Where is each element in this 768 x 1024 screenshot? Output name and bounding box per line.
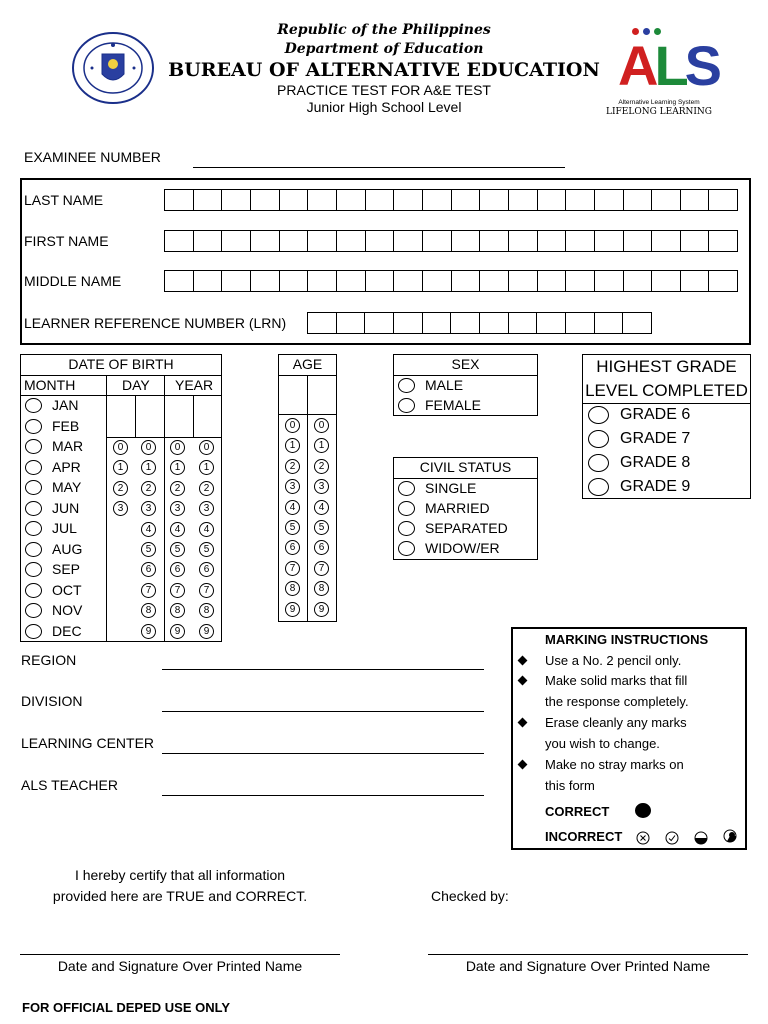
char-cell[interactable]	[423, 313, 452, 333]
digit-bubble[interactable]: 7	[285, 561, 300, 576]
als-caption: Alternative Learning System	[618, 99, 700, 106]
grade-6-bubble[interactable]	[588, 406, 609, 424]
digit-bubble[interactable]: 8	[170, 603, 185, 618]
age-title: AGE	[292, 356, 323, 372]
age-col-divider	[307, 375, 308, 622]
char-cell[interactable]	[365, 313, 394, 333]
grade-6-label: GRADE 6	[620, 406, 691, 423]
month-header: MONTH	[24, 377, 76, 393]
char-cell[interactable]	[194, 231, 223, 251]
char-cell[interactable]	[280, 231, 309, 251]
digit-bubble[interactable]: 0	[285, 418, 300, 433]
char-cell[interactable]	[165, 231, 194, 251]
digit-bubble[interactable]: 7	[170, 583, 185, 598]
char-cell[interactable]	[624, 271, 653, 291]
instruction-2a: Make solid marks that fill	[545, 673, 688, 688]
digit-bubble[interactable]: 4	[314, 500, 329, 515]
char-cell[interactable]	[308, 190, 337, 210]
char-cell[interactable]	[566, 271, 595, 291]
instruction-1: Use a No. 2 pencil only.	[545, 653, 682, 668]
char-cell[interactable]	[394, 190, 423, 210]
grade-title-line1: HIGHEST GRADE	[596, 357, 737, 376]
char-cell[interactable]	[423, 231, 452, 251]
char-cell[interactable]	[509, 190, 538, 210]
char-cell[interactable]	[624, 190, 653, 210]
grade-9-bubble[interactable]	[588, 478, 609, 496]
char-cell[interactable]	[681, 271, 710, 291]
digit-bubble[interactable]: 9	[314, 602, 329, 617]
char-cell[interactable]	[595, 231, 624, 251]
learning-center-line[interactable]	[162, 753, 484, 754]
bureau-title: BUREAU OF ALTERNATIVE EDUCATION	[168, 59, 600, 81]
digit-bubble[interactable]: 1	[285, 438, 300, 453]
digit-bubble[interactable]: 6	[199, 562, 214, 577]
char-cell[interactable]	[480, 190, 509, 210]
checked-by-label: Checked by:	[431, 888, 509, 904]
digit-bubble[interactable]: 6	[285, 540, 300, 555]
month-bubble[interactable]	[25, 501, 42, 516]
digit-bubble[interactable]: 3	[141, 501, 156, 516]
marking-title: MARKING INSTRUCTIONS	[545, 632, 709, 647]
char-cell[interactable]	[337, 190, 366, 210]
digit-bubble[interactable]: 2	[113, 481, 128, 496]
char-cell[interactable]	[480, 271, 509, 291]
separated-label: SEPARATED	[425, 520, 508, 536]
digit-bubble[interactable]: 7	[141, 583, 156, 598]
month-label: DEC	[52, 622, 82, 639]
incorrect-partial-fill-icon	[723, 829, 737, 848]
digit-bubble[interactable]: 7	[199, 583, 214, 598]
single-label: SINGLE	[425, 480, 477, 496]
char-cell[interactable]	[165, 271, 194, 291]
char-cell[interactable]	[681, 231, 710, 251]
digit-bubble[interactable]: 9	[141, 624, 156, 639]
digit-bubble[interactable]: 2	[141, 481, 156, 496]
char-cell[interactable]	[566, 190, 595, 210]
incorrect-half-fill-icon	[694, 831, 708, 850]
char-cell[interactable]	[394, 231, 423, 251]
char-cell[interactable]	[337, 313, 366, 333]
char-cell[interactable]	[509, 271, 538, 291]
month-bubble[interactable]	[25, 439, 42, 454]
sex-title: SEX	[451, 356, 480, 372]
char-cell[interactable]	[394, 271, 423, 291]
char-cell[interactable]	[624, 231, 653, 251]
char-cell[interactable]	[222, 231, 251, 251]
dob-divider	[20, 375, 222, 376]
char-cell[interactable]	[308, 313, 337, 333]
instruction-2b: the response completely.	[545, 694, 689, 709]
married-bubble[interactable]	[398, 501, 415, 516]
digit-bubble[interactable]: 4	[170, 522, 185, 537]
month-bubble[interactable]	[25, 460, 42, 475]
grade-8-bubble[interactable]	[588, 454, 609, 472]
male-bubble[interactable]	[398, 378, 415, 393]
digit-bubble[interactable]: 8	[141, 603, 156, 618]
dob-cells-bottom	[106, 437, 222, 438]
digit-bubble[interactable]: 3	[170, 501, 185, 516]
digit-bubble[interactable]: 9	[170, 624, 185, 639]
grade-7-label: GRADE 7	[620, 430, 691, 447]
char-cell[interactable]	[595, 271, 624, 291]
instruction-3b: you wish to change.	[545, 736, 660, 751]
char-cell[interactable]	[251, 231, 280, 251]
female-label: FEMALE	[425, 397, 482, 413]
instruction-3a: Erase cleanly any marks	[545, 715, 687, 730]
char-cell[interactable]	[538, 231, 567, 251]
month-bubble[interactable]	[25, 562, 42, 577]
month-bubble[interactable]	[25, 603, 42, 618]
instruction-4a: Make no stray marks on	[545, 757, 684, 772]
char-cell[interactable]	[566, 313, 595, 333]
char-cell[interactable]	[366, 190, 395, 210]
middle-name-label: MIDDLE NAME	[24, 273, 122, 289]
last-name-label: LAST NAME	[24, 192, 104, 208]
digit-bubble[interactable]: 7	[314, 561, 329, 576]
char-cell[interactable]	[509, 231, 538, 251]
digit-bubble[interactable]: 8	[285, 581, 300, 596]
digit-bubble[interactable]: 2	[285, 459, 300, 474]
char-cell[interactable]	[337, 271, 366, 291]
certify-line-2: provided here are TRUE and CORRECT.	[52, 888, 308, 904]
digit-bubble[interactable]: 0	[199, 440, 214, 455]
char-cell[interactable]	[423, 271, 452, 291]
civil-status-title: CIVIL STATUS	[419, 459, 512, 475]
month-label: JAN	[52, 397, 79, 413]
dob-block	[20, 354, 222, 642]
char-cell[interactable]	[652, 231, 681, 251]
lrn-label: LEARNER REFERENCE NUMBER (LRN)	[24, 315, 287, 331]
test-title: PRACTICE TEST FOR A&E TEST	[277, 82, 491, 98]
level-text: Junior High School Level	[306, 99, 462, 115]
char-cell[interactable]	[423, 190, 452, 210]
char-cell[interactable]	[709, 271, 737, 291]
digit-bubble[interactable]: 4	[141, 522, 156, 537]
signature-line-right[interactable]	[428, 954, 748, 955]
digit-bubble[interactable]: 5	[314, 520, 329, 535]
grade-9-label: GRADE 9	[620, 478, 691, 495]
digit-bubble[interactable]: 6	[141, 562, 156, 577]
first-name-cells[interactable]	[164, 230, 738, 252]
learning-center-label: LEARNING CENTER	[21, 735, 155, 751]
digit-bubble[interactable]: 6	[314, 540, 329, 555]
month-day-divider	[106, 375, 107, 642]
incorrect-x-mark-icon	[636, 831, 650, 850]
month-label: MAR	[52, 438, 84, 454]
char-cell[interactable]	[509, 313, 538, 333]
als-letters: ALS	[618, 34, 719, 97]
char-cell[interactable]	[308, 271, 337, 291]
digit-bubble[interactable]: 5	[285, 520, 300, 535]
month-label: FEB	[52, 417, 80, 434]
digit-bubble[interactable]: 4	[285, 500, 300, 515]
married-label: MARRIED	[425, 500, 490, 516]
signature-caption-right: Date and Signature Over Printed Name	[465, 958, 711, 974]
digit-bubble[interactable]: 2	[314, 459, 329, 474]
digit-bubble[interactable]: 9	[199, 624, 214, 639]
incorrect-label: INCORRECT	[545, 829, 623, 844]
digit-bubble[interactable]: 8	[314, 581, 329, 596]
char-cell[interactable]	[308, 231, 337, 251]
civil-divider	[393, 478, 538, 479]
digit-bubble[interactable]: 0	[170, 440, 185, 455]
first-name-label: FIRST NAME	[24, 233, 109, 249]
digit-bubble[interactable]: 1	[113, 460, 128, 475]
division-line[interactable]	[162, 711, 484, 712]
char-cell[interactable]	[337, 231, 366, 251]
widower-bubble[interactable]	[398, 541, 415, 556]
dob-title: DATE OF BIRTH	[68, 356, 174, 372]
month-bubble[interactable]	[25, 583, 42, 598]
digit-bubble[interactable]: 5	[199, 542, 214, 557]
digit-bubble[interactable]: 3	[314, 479, 329, 494]
month-bubble[interactable]	[25, 624, 42, 639]
month-label: JUN	[52, 499, 80, 516]
female-bubble[interactable]	[398, 398, 415, 413]
single-bubble[interactable]	[398, 481, 415, 496]
month-bubble[interactable]	[25, 419, 42, 434]
certify-line-1: I hereby certify that all information	[74, 867, 286, 883]
char-cell[interactable]	[681, 190, 710, 210]
signature-caption-left: Date and Signature Over Printed Name	[57, 958, 303, 974]
char-cell[interactable]	[652, 271, 681, 291]
year-header: YEAR	[175, 377, 214, 393]
char-cell[interactable]	[652, 190, 681, 210]
grade-8-label: GRADE 8	[620, 454, 691, 471]
republic-text: Republic of the Philippines	[277, 22, 491, 38]
char-cell[interactable]	[595, 190, 624, 210]
month-label: AUG	[52, 540, 83, 557]
dob-header-divider	[20, 395, 222, 396]
als-teacher-label: ALS TEACHER	[21, 777, 118, 793]
char-cell[interactable]	[452, 271, 481, 291]
month-label: JUL	[52, 520, 77, 536]
correct-filled-bubble-icon	[635, 803, 651, 818]
digit-bubble[interactable]: 1	[199, 460, 214, 475]
char-cell[interactable]	[194, 190, 223, 210]
male-label: MALE	[425, 377, 464, 393]
digit-bubble[interactable]: 8	[199, 603, 214, 618]
examinee-number-label: EXAMINEE NUMBER	[24, 149, 161, 165]
digit-bubble[interactable]: 3	[199, 501, 214, 516]
char-cell[interactable]	[480, 231, 509, 251]
char-cell[interactable]	[251, 271, 280, 291]
grade-7-bubble[interactable]	[588, 430, 609, 448]
day-cell-divider	[135, 395, 136, 437]
day-header: DAY	[122, 377, 150, 393]
als-tagline: LIFELONG LEARNING	[606, 107, 712, 117]
examinee-number-line[interactable]	[193, 167, 565, 168]
char-cell[interactable]	[394, 313, 423, 333]
region-line[interactable]	[162, 669, 484, 670]
digit-bubble[interactable]: 6	[170, 562, 185, 577]
month-label: NOV	[52, 602, 83, 618]
digit-bubble[interactable]: 9	[285, 602, 300, 617]
char-cell[interactable]	[251, 190, 280, 210]
digit-bubble[interactable]: 1	[141, 460, 156, 475]
char-cell[interactable]	[452, 231, 481, 251]
instruction-4b: this form	[545, 778, 595, 793]
char-cell[interactable]	[538, 190, 567, 210]
grade-divider	[582, 403, 751, 404]
month-label: MAY	[52, 479, 82, 495]
middle-name-cells[interactable]	[164, 270, 738, 292]
digit-bubble[interactable]: 0	[314, 418, 329, 433]
char-cell[interactable]	[280, 271, 309, 291]
digit-bubble[interactable]: 5	[141, 542, 156, 557]
char-cell[interactable]	[709, 231, 737, 251]
digit-bubble[interactable]: 1	[170, 460, 185, 475]
signature-line-left[interactable]	[20, 954, 340, 955]
char-cell[interactable]	[538, 271, 567, 291]
widower-label: WIDOW/ER	[425, 540, 500, 556]
age-cells-bottom	[278, 414, 337, 415]
char-cell[interactable]	[566, 231, 595, 251]
digit-bubble[interactable]: 1	[314, 438, 329, 453]
char-cell[interactable]	[595, 313, 624, 333]
char-cell[interactable]	[623, 313, 651, 333]
char-cell[interactable]	[194, 271, 223, 291]
incorrect-check-mark-icon	[665, 831, 679, 850]
month-bubble[interactable]	[25, 521, 42, 536]
char-cell[interactable]	[222, 190, 251, 210]
department-text: Department of Education	[284, 41, 484, 57]
month-label: OCT	[52, 581, 82, 598]
grade-title-line2: LEVEL COMPLETED	[585, 381, 748, 400]
char-cell[interactable]	[366, 231, 395, 251]
digit-bubble[interactable]: 2	[170, 481, 185, 496]
month-bubble[interactable]	[25, 398, 42, 413]
separated-bubble[interactable]	[398, 521, 415, 536]
char-cell[interactable]	[451, 313, 480, 333]
month-label: APR	[52, 458, 81, 475]
digit-bubble[interactable]: 3	[285, 479, 300, 494]
last-name-cells[interactable]	[164, 189, 738, 211]
char-cell[interactable]	[280, 190, 309, 210]
division-label: DIVISION	[21, 693, 83, 709]
char-cell[interactable]	[165, 190, 194, 210]
month-bubble[interactable]	[25, 542, 42, 557]
digit-bubble[interactable]: 2	[199, 481, 214, 496]
char-cell[interactable]	[366, 271, 395, 291]
digit-bubble[interactable]: 0	[113, 440, 128, 455]
digit-bubble[interactable]: 5	[170, 542, 185, 557]
char-cell[interactable]	[709, 190, 737, 210]
day-year-divider	[164, 375, 165, 642]
digit-bubble[interactable]: 4	[199, 522, 214, 537]
char-cell[interactable]	[537, 313, 566, 333]
region-label: REGION	[21, 652, 77, 668]
month-bubble[interactable]	[25, 480, 42, 495]
char-cell[interactable]	[222, 271, 251, 291]
char-cell[interactable]	[452, 190, 481, 210]
als-logo	[604, 26, 719, 121]
correct-label: CORRECT	[545, 804, 610, 819]
als-teacher-line[interactable]	[162, 795, 484, 796]
year-cell-divider	[193, 395, 194, 437]
char-cell[interactable]	[480, 313, 509, 333]
lrn-cells[interactable]	[307, 312, 652, 334]
digit-bubble[interactable]: 3	[113, 501, 128, 516]
digit-bubble[interactable]: 0	[141, 440, 156, 455]
sex-divider	[393, 375, 538, 376]
official-use-label: FOR OFFICIAL DEPED USE ONLY	[22, 1000, 231, 1015]
month-label: SEP	[52, 561, 81, 577]
